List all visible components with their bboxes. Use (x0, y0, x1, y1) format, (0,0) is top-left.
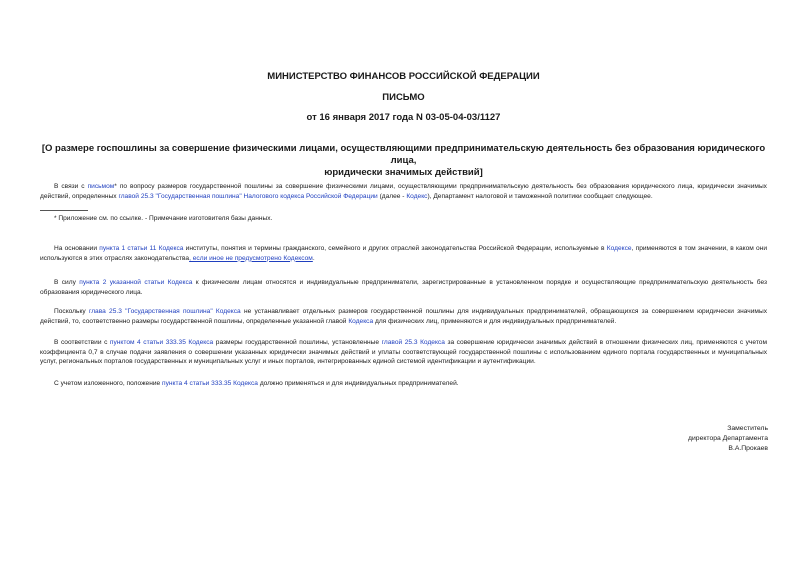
p1-text-4: ), Департамент налоговой и таможенной политики сообщает следующее. (427, 192, 653, 200)
article-clause-2-link[interactable]: пункта 2 указанной статьи Кодекса (79, 279, 193, 286)
code-link-2[interactable]: Кодексе (606, 245, 632, 252)
p3-text-2: к физическим лицам относятся и индивидуальные предприниматели, зарегистрированные в установленном порядке и осуществляющие предпринимательскую деятельность без образования юридического лица. (40, 279, 768, 296)
p2-text-3: , применяются в том значении, в каком они используются в этих отраслях законодательства (40, 245, 768, 262)
p5-text-2: размеры государственной пошлины, установленные (213, 339, 382, 346)
article-333-35-link[interactable]: пунктом 4 статьи 333.35 Кодекса (109, 339, 214, 346)
p1-text-2: * по вопросу размеров государственной пошлины за совершение физическими лицами, осуществляющими предпринимательскую деятельность без образования юридического лица, юридически значимых действий, определенных (40, 183, 767, 200)
p2-text-4: . (312, 254, 315, 262)
p2-text-1: На основании (54, 245, 100, 252)
p2-text-2: институты, понятия и термины гражданского, семейного и других отраслей законодательства Российской Федерации, используемые в (183, 245, 607, 252)
article-11-link[interactable]: пункта 1 статьи 11 Кодекса (99, 245, 184, 252)
p1-text-3: (далее - (377, 192, 407, 200)
paragraph-5 (40, 338, 767, 367)
tax-code-chapter-link[interactable]: главой 25.3 "Государственная пошлина" Налогового кодекса Российской Федерации (118, 192, 378, 200)
p4-text-3: для физических лиц, применяются и для индивидуальных предпринимателей. (373, 317, 617, 325)
signature-position: Заместитель (727, 425, 768, 432)
code-provision-link[interactable]: , если иное не предусмотрено Кодексом (189, 254, 313, 262)
article-333-35-link-2[interactable]: пункта 4 статьи 333.35 Кодекса (162, 380, 258, 387)
footnote-divider (40, 210, 88, 211)
code-link[interactable]: Кодекс (406, 192, 428, 200)
chapter-25-3-code-link[interactable]: главой 25.3 Кодекса (381, 339, 445, 346)
letter-link[interactable]: письмом (87, 183, 115, 190)
p1-text-1: В связи с (54, 183, 88, 190)
document-type: ПИСЬМО (382, 92, 425, 103)
p4-text-1: Поскольку (54, 308, 89, 315)
p3-text-1: В силу (54, 279, 80, 286)
title-line-1: [О размере госпошлины за совершение физическими лицами, осуществляющими предпринимательскую деятельность без образования юридического лица, (41, 143, 766, 166)
signature-name: В.А.Прокаев (728, 445, 768, 452)
document-title (40, 143, 767, 179)
p6-text-2: должно применяться и для индивидуальных предпринимателей. (257, 380, 459, 387)
p4-text-2: не устанавливает отдельных размеров государственной пошлины для индивидуальных предпринимателей, обращающихся за совершением юридически значимых действий, то, соответственно размеры государственной пошлины, определенные указанной главой (40, 308, 767, 325)
paragraph-2 (40, 244, 767, 263)
ministry-heading: МИНИСТЕРСТВО ФИНАНСОВ РОССИЙСКОЙ ФЕДЕРАЦИИ (267, 71, 540, 82)
paragraph-1 (40, 182, 767, 201)
code-link-3[interactable]: Кодекса (348, 317, 374, 325)
p5-text-3: за совершение юридически значимых действий в отношении физических лиц, применяются с учетом коэффициента 0,7 в случае подачи заявления о совершении указанных юридически значимых действий и уплаты соответствующей государственной пошлины с использованием единого портала государственных и муниципальных услуг, региональных порталов государственных и муниципальных услуг и иных порталов, интегрированных единой системой идентификации и аутентификации. (40, 339, 767, 366)
paragraph-4 (40, 307, 767, 326)
title-line-2: юридически значимых действий] (324, 167, 483, 178)
chapter-25-3-link[interactable]: глава 25.3 "Государственная пошлина" Кодекса (88, 308, 241, 315)
signature-block (560, 424, 768, 454)
p6-text-1: С учетом изложенного, положение (54, 380, 163, 387)
footnote: * Приложение см. по ссылке. - Примечание изготовителя базы данных. (54, 215, 273, 222)
document-date-number: от 16 января 2017 года N 03-05-04-03/1127 (306, 112, 501, 123)
paragraph-3 (40, 278, 767, 297)
paragraph-6 (40, 379, 767, 389)
p5-text-1: В соответствии с (54, 339, 110, 346)
signature-department: директора Департамента (688, 435, 768, 442)
